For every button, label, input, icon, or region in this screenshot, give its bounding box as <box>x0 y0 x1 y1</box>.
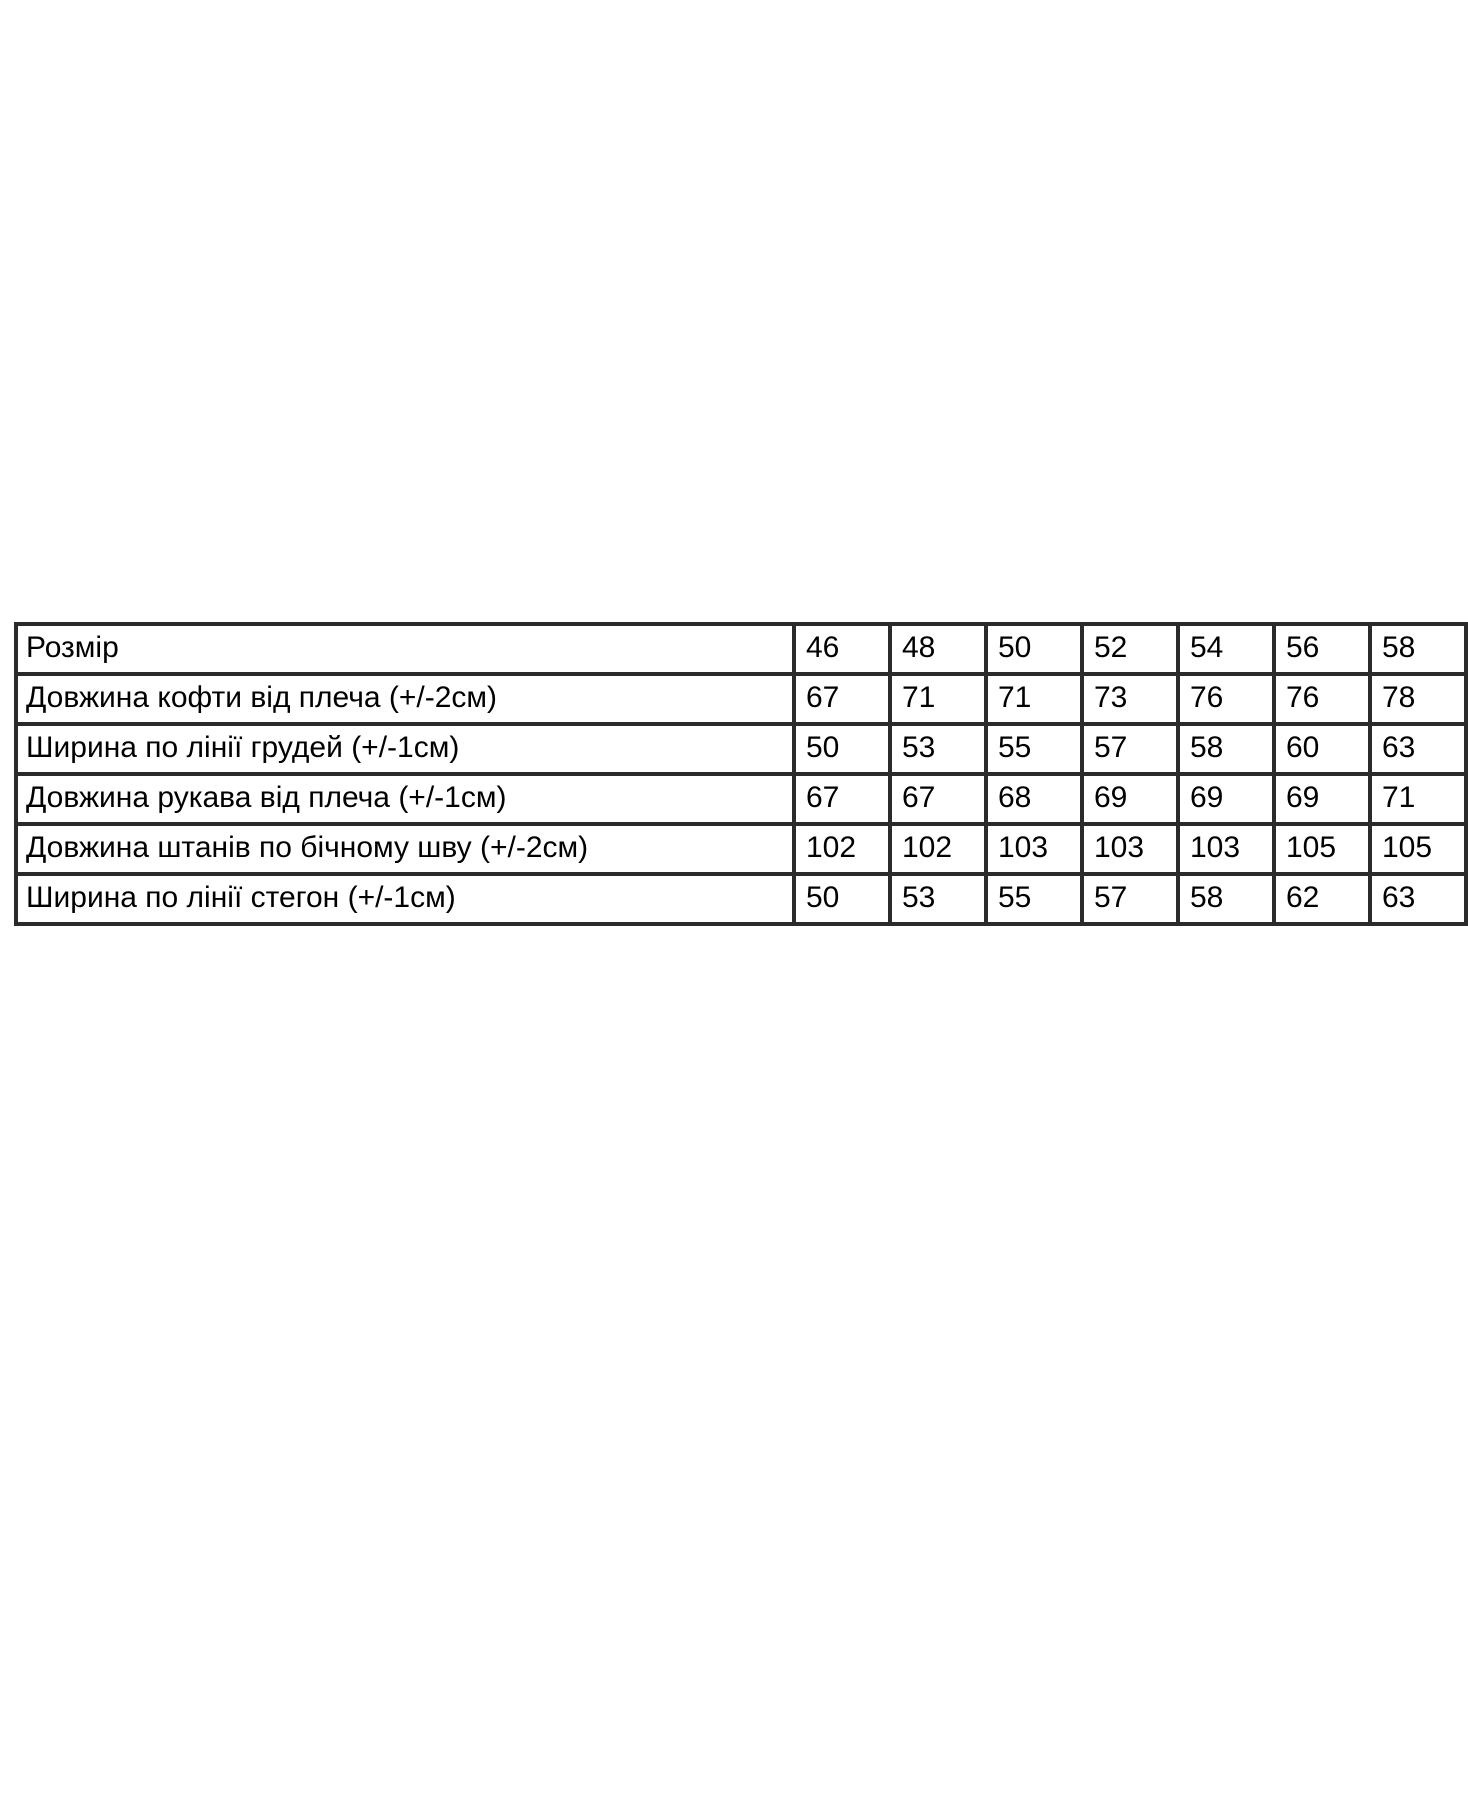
row-value: 102 <box>890 824 986 874</box>
row-value: 67 <box>794 674 890 724</box>
row-value: 78 <box>1370 674 1466 724</box>
row-value: 54 <box>1178 624 1274 674</box>
row-value: 53 <box>890 724 986 774</box>
size-chart-table <box>14 622 1468 926</box>
row-label: Довжина рукава від плеча (+/-1см) <box>16 774 794 824</box>
table-row <box>16 774 1466 824</box>
row-label: Розмір <box>16 624 794 674</box>
row-value: 50 <box>986 624 1082 674</box>
row-value: 58 <box>1178 874 1274 924</box>
row-label: Ширина по лінії стегон (+/-1см) <box>16 874 794 924</box>
row-label: Довжина штанів по бічному шву (+/-2см) <box>16 824 794 874</box>
row-value: 71 <box>890 674 986 724</box>
row-value: 63 <box>1370 724 1466 774</box>
row-value: 67 <box>890 774 986 824</box>
row-value: 52 <box>1082 624 1178 674</box>
row-value: 69 <box>1274 774 1370 824</box>
row-value: 71 <box>1370 774 1466 824</box>
row-value: 73 <box>1082 674 1178 724</box>
table-row <box>16 624 1466 674</box>
row-value: 50 <box>794 724 890 774</box>
row-value: 46 <box>794 624 890 674</box>
table-row <box>16 674 1466 724</box>
size-chart-body <box>16 624 1466 924</box>
row-value: 55 <box>986 724 1082 774</box>
row-value: 71 <box>986 674 1082 724</box>
row-value: 105 <box>1274 824 1370 874</box>
row-value: 60 <box>1274 724 1370 774</box>
row-value: 68 <box>986 774 1082 824</box>
row-value: 63 <box>1370 874 1466 924</box>
row-value: 76 <box>1274 674 1370 724</box>
row-value: 103 <box>986 824 1082 874</box>
table-row <box>16 874 1466 924</box>
row-value: 58 <box>1178 724 1274 774</box>
row-value: 50 <box>794 874 890 924</box>
row-value: 103 <box>1082 824 1178 874</box>
row-value: 57 <box>1082 874 1178 924</box>
row-value: 53 <box>890 874 986 924</box>
row-value: 62 <box>1274 874 1370 924</box>
table-row <box>16 724 1466 774</box>
row-value: 55 <box>986 874 1082 924</box>
row-value: 67 <box>794 774 890 824</box>
row-value: 105 <box>1370 824 1466 874</box>
table-row <box>16 824 1466 874</box>
row-value: 76 <box>1178 674 1274 724</box>
row-value: 102 <box>794 824 890 874</box>
size-chart-container <box>14 622 1433 926</box>
row-value: 56 <box>1274 624 1370 674</box>
row-label: Довжина кофти від плеча (+/-2см) <box>16 674 794 724</box>
row-value: 57 <box>1082 724 1178 774</box>
row-value: 69 <box>1178 774 1274 824</box>
row-value: 69 <box>1082 774 1178 824</box>
row-value: 48 <box>890 624 986 674</box>
row-value: 58 <box>1370 624 1466 674</box>
row-label: Ширина по лінії грудей (+/-1см) <box>16 724 794 774</box>
row-value: 103 <box>1178 824 1274 874</box>
